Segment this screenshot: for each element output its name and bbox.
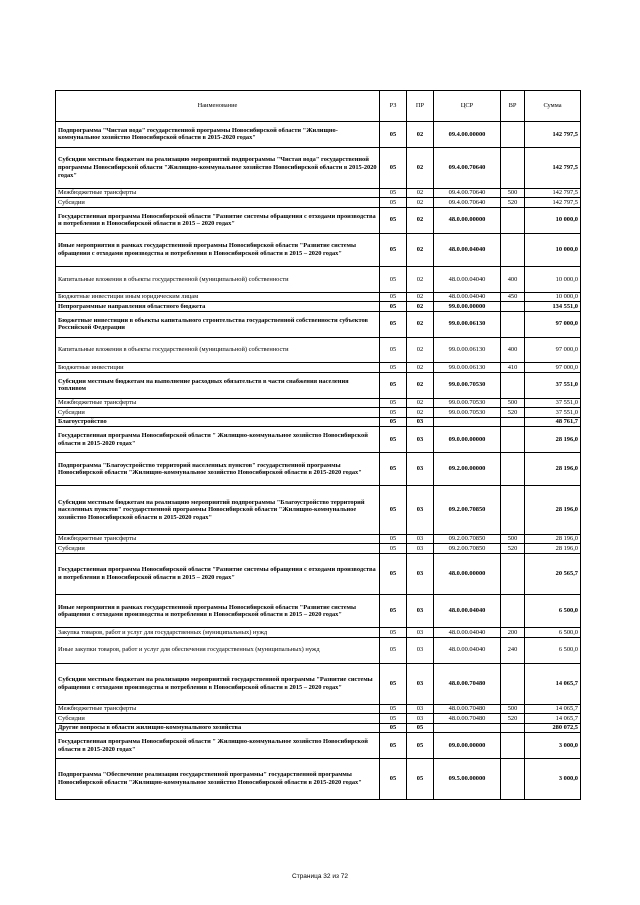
cell-sum: 14 065,7 [525, 704, 581, 714]
cell-csr: 99.0.00.70530 [434, 398, 501, 408]
cell-vr [501, 233, 525, 266]
column-header-name: Наименование [56, 91, 380, 122]
cell-csr: 09.2.00.70850 [434, 534, 501, 544]
cell-rz: 05 [380, 544, 407, 554]
cell-sum: 10 000,0 [525, 207, 581, 233]
cell-vr [501, 207, 525, 233]
cell-csr: 09.0.00.00000 [434, 733, 501, 759]
cell-csr: 48.0.00.04040 [434, 637, 501, 663]
table-row [56, 207, 581, 233]
cell-rz: 05 [380, 733, 407, 759]
page-number: Страница 32 из 72 [292, 873, 348, 880]
cell-csr: 48.0.00.70480 [434, 704, 501, 714]
cell-csr: 99.0.00.70530 [434, 408, 501, 418]
cell-name: Межбюджетные трансферты [56, 704, 380, 714]
cell-sum: 10 000,0 [525, 292, 581, 302]
table-row [56, 233, 581, 266]
cell-rz: 05 [380, 408, 407, 418]
cell-name: Подпрограмма "Обеспечение реализации государственной программы" государственной программы Новосибирской области "Жилищно-коммунальное хозяйство Новосибирской области в 2015-2020 годах" [56, 758, 380, 799]
cell-sum: 6 500,0 [525, 594, 581, 627]
cell-csr: 48.0.00.04040 [434, 266, 501, 292]
cell-rz: 05 [380, 714, 407, 724]
cell-sum: 28 196,0 [525, 486, 581, 535]
cell-vr: 400 [501, 266, 525, 292]
cell-csr: 09.2.00.70850 [434, 486, 501, 535]
cell-vr [501, 594, 525, 627]
cell-sum: 134 551,0 [525, 302, 581, 312]
cell-pr: 02 [407, 408, 434, 418]
cell-csr: 09.4.00.70640 [434, 147, 501, 188]
table-row [56, 723, 581, 733]
cell-pr: 03 [407, 427, 434, 453]
table-row [56, 188, 581, 198]
table-row [56, 733, 581, 759]
cell-csr: 48.0.00.00000 [434, 207, 501, 233]
cell-vr: 410 [501, 363, 525, 373]
cell-vr: 200 [501, 628, 525, 638]
table-row [56, 363, 581, 373]
cell-vr: 400 [501, 337, 525, 363]
cell-sum: 97 000,0 [525, 363, 581, 373]
cell-sum: 3 000,0 [525, 733, 581, 759]
cell-csr: 09.4.00.00000 [434, 122, 501, 148]
cell-csr: 48.0.00.70480 [434, 714, 501, 724]
cell-pr: 05 [407, 758, 434, 799]
cell-vr: 450 [501, 292, 525, 302]
table-row [56, 198, 581, 208]
table-row [56, 427, 581, 453]
cell-pr: 02 [407, 311, 434, 337]
cell-vr: 500 [501, 398, 525, 408]
table-row [56, 544, 581, 554]
cell-pr: 03 [407, 486, 434, 535]
cell-rz: 05 [380, 147, 407, 188]
cell-vr: 520 [501, 408, 525, 418]
table-row [56, 553, 581, 594]
cell-name: Благоустройство [56, 417, 380, 427]
cell-vr: 500 [501, 188, 525, 198]
cell-vr [501, 663, 525, 704]
cell-sum: 142 797,5 [525, 122, 581, 148]
cell-sum: 142 797,5 [525, 188, 581, 198]
cell-rz: 05 [380, 417, 407, 427]
cell-rz: 05 [380, 337, 407, 363]
cell-vr [501, 758, 525, 799]
cell-sum: 28 196,0 [525, 534, 581, 544]
cell-rz: 05 [380, 266, 407, 292]
table-row [56, 628, 581, 638]
cell-name: Межбюджетные трансферты [56, 188, 380, 198]
cell-vr: 520 [501, 544, 525, 554]
cell-name: Субсидии местным бюджетам на выполнение расходных обязательств в части снабжения населения топливом [56, 372, 380, 398]
table-row [56, 452, 581, 485]
cell-name: Субсидии местным бюджетам на реализацию мероприятий подпрограммы "Благоустройство территорий населенных пунктов" государственной программы Новосибирской области "Жилищно-коммунальное хозяйство Новосибирской области в 2015-2020 годах" [56, 486, 380, 535]
column-header-csr: ЦСР [434, 91, 501, 122]
cell-rz: 05 [380, 553, 407, 594]
cell-sum: 37 551,0 [525, 398, 581, 408]
cell-csr: 99.0.00.70530 [434, 372, 501, 398]
table-row [56, 398, 581, 408]
cell-csr: 09.2.00.00000 [434, 452, 501, 485]
cell-pr: 02 [407, 122, 434, 148]
cell-csr: 99.0.00.06130 [434, 311, 501, 337]
table-row [56, 372, 581, 398]
table-row [56, 311, 581, 337]
cell-csr: 99.0.00.00000 [434, 302, 501, 312]
cell-sum: 142 797,5 [525, 147, 581, 188]
cell-rz: 05 [380, 363, 407, 373]
cell-csr: 09.4.00.70640 [434, 188, 501, 198]
cell-vr [501, 302, 525, 312]
cell-sum: 28 196,0 [525, 544, 581, 554]
table-row [56, 292, 581, 302]
cell-sum: 37 551,0 [525, 372, 581, 398]
cell-vr [501, 733, 525, 759]
cell-name: Государственная программа Новосибирской области "Развитие системы обращения с отходами производства и потребления в Новосибирской области в 2015 – 2020 годах" [56, 207, 380, 233]
cell-pr: 02 [407, 147, 434, 188]
cell-pr: 02 [407, 398, 434, 408]
cell-name: Субсидии местным бюджетам на реализацию мероприятий государственной программы "Развитие системы обращения с отходами производства и потребления в Новосибирской области в 2015 – 2020 годах" [56, 663, 380, 704]
cell-name: Бюджетные инвестиции иным юридическим лицам [56, 292, 380, 302]
table-header-row [56, 91, 581, 122]
cell-pr: 03 [407, 714, 434, 724]
cell-pr: 03 [407, 534, 434, 544]
cell-pr: 02 [407, 292, 434, 302]
cell-pr: 03 [407, 417, 434, 427]
cell-sum: 3 000,0 [525, 758, 581, 799]
column-header-vr: ВР [501, 91, 525, 122]
cell-rz: 05 [380, 486, 407, 535]
cell-pr: 03 [407, 594, 434, 627]
table-row [56, 266, 581, 292]
table-row [56, 637, 581, 663]
cell-vr [501, 723, 525, 733]
cell-pr: 03 [407, 553, 434, 594]
table-row [56, 408, 581, 418]
cell-rz: 05 [380, 637, 407, 663]
cell-csr: 99.0.00.06130 [434, 363, 501, 373]
cell-sum: 6 500,0 [525, 628, 581, 638]
cell-csr [434, 417, 501, 427]
cell-rz: 05 [380, 758, 407, 799]
cell-vr [501, 122, 525, 148]
cell-rz: 05 [380, 372, 407, 398]
cell-name: Иные мероприятия в рамках государственной программы Новосибирской области "Развитие системы обращения с отходами производства и потребления в Новосибирской области в 2015 – 2020 годах" [56, 233, 380, 266]
table-row [56, 417, 581, 427]
cell-pr: 02 [407, 266, 434, 292]
cell-name: Межбюджетные трансферты [56, 398, 380, 408]
cell-name: Субсидии [56, 198, 380, 208]
cell-rz: 05 [380, 663, 407, 704]
cell-name: Иные закупки товаров, работ и услуг для обеспечения государственных (муниципальных) нужд [56, 637, 380, 663]
cell-csr [434, 723, 501, 733]
cell-vr [501, 147, 525, 188]
column-header-sum: Сумма [525, 91, 581, 122]
budget-table [55, 90, 581, 800]
cell-rz: 05 [380, 292, 407, 302]
cell-sum: 14 065,7 [525, 663, 581, 704]
cell-sum: 10 000,0 [525, 233, 581, 266]
cell-sum: 280 072,5 [525, 723, 581, 733]
table-row [56, 714, 581, 724]
cell-csr: 48.0.00.04040 [434, 292, 501, 302]
cell-csr: 09.0.00.00000 [434, 427, 501, 453]
cell-rz: 05 [380, 594, 407, 627]
cell-rz: 05 [380, 233, 407, 266]
cell-vr: 240 [501, 637, 525, 663]
cell-name: Государственная программа Новосибирской области " Жилищно-коммунальное хозяйство Новосибирской области в 2015-2020 годах" [56, 733, 380, 759]
cell-name: Субсидии [56, 544, 380, 554]
cell-name: Бюджетные инвестиции в объекты капитального строительства государственной собственности субъектов Российской Федерации [56, 311, 380, 337]
table-row [56, 486, 581, 535]
table-row [56, 758, 581, 799]
cell-vr: 520 [501, 198, 525, 208]
table-row [56, 663, 581, 704]
cell-sum: 20 565,7 [525, 553, 581, 594]
cell-pr: 05 [407, 733, 434, 759]
cell-rz: 05 [380, 452, 407, 485]
cell-name: Субсидии местным бюджетам на реализацию мероприятий подпрограммы "Чистая вода" государственной программы Новосибирской области "Жилищно-коммунальное хозяйство Новосибирской области в 2015-2020 годах" [56, 147, 380, 188]
cell-csr: 48.0.00.00000 [434, 553, 501, 594]
cell-csr: 99.0.00.06130 [434, 337, 501, 363]
cell-vr: 500 [501, 704, 525, 714]
cell-csr: 09.5.00.00000 [434, 758, 501, 799]
cell-vr: 500 [501, 534, 525, 544]
cell-rz: 05 [380, 207, 407, 233]
cell-pr: 03 [407, 663, 434, 704]
cell-vr [501, 417, 525, 427]
cell-rz: 05 [380, 122, 407, 148]
cell-vr [501, 486, 525, 535]
cell-name: Подпрограмма "Благоустройство территорий населенных пунктов" государственной программы Новосибирской области "Жилищно-коммунальное хозяйство Новосибирской области в 2015-2020 годах" [56, 452, 380, 485]
cell-rz: 05 [380, 723, 407, 733]
cell-pr: 02 [407, 337, 434, 363]
table-row [56, 302, 581, 312]
cell-name: Государственная программа Новосибирской области "Развитие системы обращения с отходами производства и потребления в Новосибирской области в 2015 – 2020 годах" [56, 553, 380, 594]
cell-name: Закупка товаров, работ и услуг для государственных (муниципальных) нужд [56, 628, 380, 638]
cell-csr: 09.4.00.70640 [434, 198, 501, 208]
cell-pr: 03 [407, 452, 434, 485]
cell-vr [501, 452, 525, 485]
cell-csr: 48.0.00.04040 [434, 233, 501, 266]
table-row [56, 534, 581, 544]
cell-pr: 02 [407, 302, 434, 312]
table-row [56, 122, 581, 148]
table-row [56, 337, 581, 363]
cell-pr: 03 [407, 704, 434, 714]
cell-pr: 03 [407, 637, 434, 663]
cell-sum: 14 065,7 [525, 714, 581, 724]
column-header-pr: ПР [407, 91, 434, 122]
table-row [56, 147, 581, 188]
cell-name: Государственная программа Новосибирской области " Жилищно-коммунальное хозяйство Новосибирской области в 2015-2020 годах" [56, 427, 380, 453]
cell-name: Другие вопросы в области жилищно-коммунального хозяйства [56, 723, 380, 733]
cell-rz: 05 [380, 198, 407, 208]
cell-rz: 05 [380, 398, 407, 408]
cell-sum: 6 500,0 [525, 637, 581, 663]
cell-csr: 48.0.00.04040 [434, 594, 501, 627]
cell-csr: 09.2.00.70850 [434, 544, 501, 554]
cell-rz: 05 [380, 704, 407, 714]
cell-name: Бюджетные инвестиции [56, 363, 380, 373]
table-row [56, 594, 581, 627]
cell-csr: 48.0.00.04040 [434, 628, 501, 638]
cell-sum: 28 196,0 [525, 452, 581, 485]
cell-rz: 05 [380, 188, 407, 198]
cell-name: Межбюджетные трансферты [56, 534, 380, 544]
cell-sum: 37 551,0 [525, 408, 581, 418]
cell-sum: 142 797,5 [525, 198, 581, 208]
cell-name: Непрограммные направления областного бюджета [56, 302, 380, 312]
cell-pr: 05 [407, 723, 434, 733]
cell-rz: 05 [380, 311, 407, 337]
cell-sum: 10 000,0 [525, 266, 581, 292]
column-header-rz: РЗ [380, 91, 407, 122]
cell-vr [501, 372, 525, 398]
cell-name: Субсидии [56, 714, 380, 724]
cell-sum: 48 761,7 [525, 417, 581, 427]
table-row [56, 704, 581, 714]
table-body [56, 122, 581, 800]
cell-sum: 97 000,0 [525, 311, 581, 337]
cell-pr: 02 [407, 207, 434, 233]
cell-pr: 02 [407, 188, 434, 198]
cell-vr: 520 [501, 714, 525, 724]
cell-name: Субсидии [56, 408, 380, 418]
cell-pr: 02 [407, 198, 434, 208]
cell-name: Капитальные вложения в объекты государственной (муниципальной) собственности [56, 266, 380, 292]
cell-pr: 02 [407, 363, 434, 373]
cell-name: Иные мероприятия в рамках государственной программы Новосибирской области "Развитие системы обращения с отходами производства и потребления в Новосибирской области в 2015 – 2020 годах" [56, 594, 380, 627]
cell-csr: 48.0.00.70480 [434, 663, 501, 704]
cell-name: Капитальные вложения в объекты государственной (муниципальной) собственности [56, 337, 380, 363]
cell-rz: 05 [380, 302, 407, 312]
cell-rz: 05 [380, 427, 407, 453]
cell-sum: 28 196,0 [525, 427, 581, 453]
cell-pr: 03 [407, 544, 434, 554]
cell-vr [501, 553, 525, 594]
cell-rz: 05 [380, 534, 407, 544]
cell-vr [501, 427, 525, 453]
cell-name: Подпрограмма "Чистая вода" государственной программы Новосибирской области "Жилищно-коммунальное хозяйство Новосибирской области в 2015-2020 годах" [56, 122, 380, 148]
cell-vr [501, 311, 525, 337]
cell-sum: 97 000,0 [525, 337, 581, 363]
cell-pr: 02 [407, 372, 434, 398]
cell-rz: 05 [380, 628, 407, 638]
cell-pr: 02 [407, 233, 434, 266]
cell-pr: 03 [407, 628, 434, 638]
